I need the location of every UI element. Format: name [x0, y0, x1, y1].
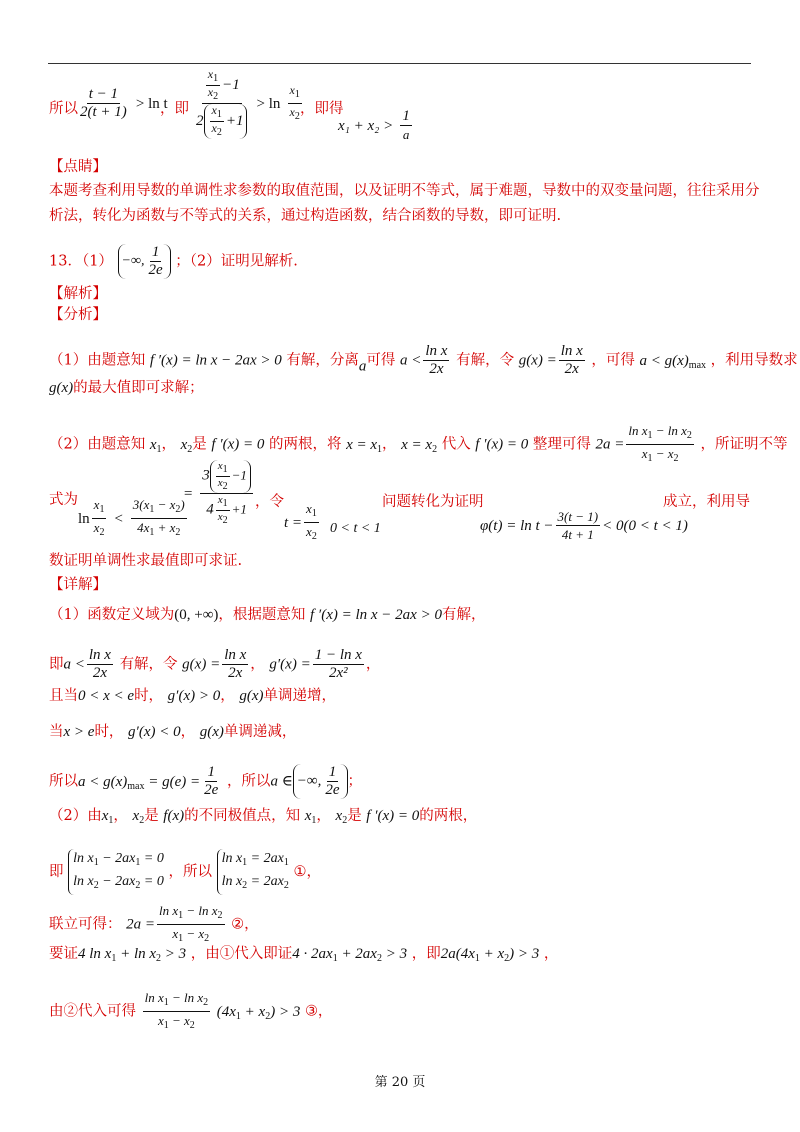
fenxi-phi: φ(t) = ln t − $\frac{3(t - 1)}{4t + 1}$ < 0(0 < t < 1) — [480, 509, 688, 542]
q13-line: 13．（1） −∞, $\frac{1}{2e}$ ；（2）证明见解析. — [49, 244, 298, 278]
xj-s8: 联立可得： 2a = $\frac{\ln x_1 - \ln x_2}{x_1 - x_2}$ ②， — [49, 903, 259, 944]
dianjing-line1: 本题考查利用导数的单调性求参数的取值范围，以及证明不等式，属于难题，导数中的双变量问题，往往采用分 — [49, 183, 760, 199]
xj-s7: 即 $\ln x_1 - 2ax_1 = 0$ $\ln x_2 - 2ax_2 = 0$ ，所以 $\ln x_1 = 2ax_1$ $\ln x_2 = 2ax_2$ ①， — [49, 849, 321, 895]
fenxi-t-def: t = $\frac{x_1}{x_2}$ — [284, 501, 317, 542]
fenxi-t-range: 0 < t < 1 — [330, 521, 381, 536]
fenxi-ineq-right: = 3 $\frac{x1}{x2}$ −1 4 $\frac{x1}{x2}$ +1 — [183, 460, 255, 527]
line1-frac-t: $\frac{t - 1}{2(t + 1)}$ > ln t — [80, 86, 168, 120]
line1-jide: ，即得 — [300, 101, 344, 117]
fenxi-line-a2: g(x)的最大值即可求解； — [49, 380, 204, 396]
line1-ji: ，即 — [160, 101, 189, 117]
jiexi-heading: 【解析】 — [49, 286, 107, 302]
xj-s2: 即a < $\frac{\text{ln x}}{2x}$ 有解，令 g(x) = $\frac{\text{ln x}}{2x}$ ， g′(x) = $\frac{\text{1 − ln x}}{\text{2x²}}$ ， — [49, 647, 381, 681]
line1-result: x₁ + x₂ > $\frac{1}{a}$ — [338, 108, 410, 142]
fenxi-line-c-label: 式为 — [49, 492, 78, 508]
line1-big-frac: $\frac{x_1}{x_2}$ −1 2 $\frac{x_1}{x_2}$ +1 > ln $\frac{x_1}{x_2}$ — [196, 67, 300, 138]
xj-s3: 且当0 < x < e时， g′(x) > 0， g(x)单调递增， — [49, 688, 336, 704]
fenxi-zhengming: 问题转化为证明 — [382, 494, 484, 510]
xj-s9: 要证4 $\ln x_1 + \ln x_2 > 3$ ，由①代入即证$4 \cdot 2ax_1 + 2ax_2 > 3$ ，即$2a(4x_1 + x_2) > 3$ ， — [49, 946, 559, 964]
xj-s1: （1）函数定义域为(0, +∞)，根据题意知 f ′(x) = ln x − 2ax > 0有解， — [49, 607, 486, 623]
dianjing-line2: 析法，转化为函数与不等式的关系，通过构造函数，结合函数的导数，即可证明. — [49, 208, 562, 224]
xj-s10: 由②代入可得 $\frac{\ln x_1 - \ln x_2}{x_1 - x_2}$ $(4x_1 + x_2) > 3$ ③， — [49, 990, 333, 1031]
dianjing-heading: 【点睛】 — [49, 159, 107, 175]
fenxi-line-a: （1）由题意知 f ′(x) = ln x − 2ax > 0 有解，分离a可得 a < $\frac{\text{ln x}}{2x}$ 有解，令 g(x) = $\frac{\text{ln x}}{2x}$ ，可得 $a < g(x)_{max}$ ，利用导数求 — [49, 343, 798, 377]
page-footer: 第 20 页 — [374, 1075, 426, 1090]
xj-s4: 当x > e时， g′(x) < 0， g(x)单调递减， — [49, 724, 297, 740]
header-rule — [48, 63, 751, 64]
fenxi-heading: 【分析】 — [49, 307, 107, 323]
fenxi-line-d: 数证明单调性求最值即可求证. — [49, 553, 243, 569]
line1-suoyi: 所以 — [49, 101, 78, 117]
fenxi-chengli: 成立，利用导 — [663, 494, 750, 510]
xiangjie-heading: 【详解】 — [49, 577, 107, 593]
fenxi-line-b: （2）由题意知 $x_1$， $x_2$是 f ′(x) = 0 的两根，将 $x = x_1$， $x = x_2$ 代入 f ′(x) = 0 整理可得 2a = $\frac{\ln x_1 - \ln x_2}{x_1 - x_2}$ ，所证明不等 — [49, 423, 788, 464]
xj-s5: 所以$a < g(x)_{max} = g(e)$ = $\frac{1}{2e}$ ，所以a ∈ −∞, $\frac{1}{2e}$ ； — [49, 764, 363, 798]
fenxi-ling: ，令 — [255, 494, 284, 510]
fenxi-ineq-left: ln $\frac{x_1}{x_2}$ < $\frac{3(x_1 - x_2)}{4x_1 + x_2}$ — [78, 497, 185, 538]
xj-s6: （2）由$x_1$， $x_2$是 f(x)的不同极值点，知 $x_1$， $x_2$是 f ′(x) = 0的两根， — [49, 808, 478, 826]
